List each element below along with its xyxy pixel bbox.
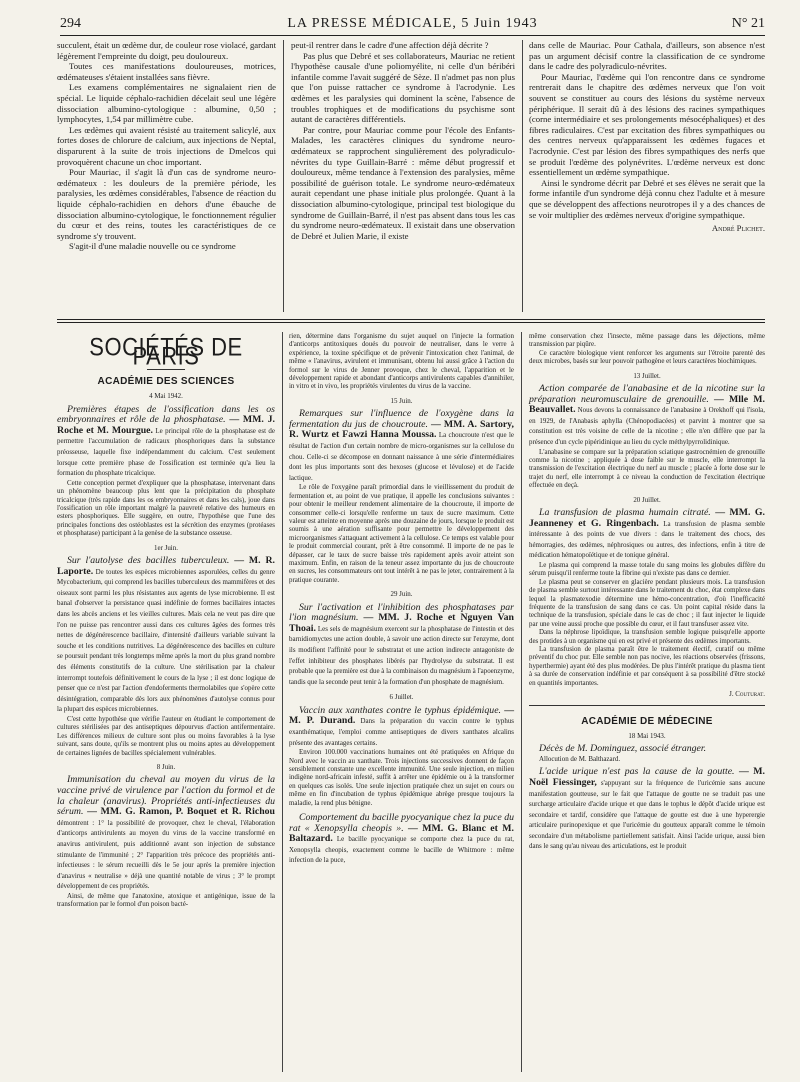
- article-heading: [289, 603, 514, 688]
- paragraph: dans celle de Mauriac. Pour Cathala, d'ailleurs, son absence n'est pas un argument décisif contre la classification de ce syndrome dans le cadre des polyradiculo-névrites.: [529, 40, 765, 72]
- article-text: Nous devons la connaissance de l'anabasine à Orekhoff qui l'isola, en 1929, de l'Anabasis aphylla (Chénopodiacées) et parvint à montrer que sa constitution est très voisine de celle de la nicotine ; elle n'en diffère que par la présence d'un cycle pipéridinique au lieu du cycle méthylpyrrolidinique.: [529, 406, 765, 446]
- divider: [529, 705, 765, 706]
- column-divider: [283, 40, 284, 312]
- article-authors: — MM. G. Ramon, P. Boquet et R. Richou: [83, 806, 275, 818]
- article-authors: — M. P. Durand.: [289, 704, 515, 727]
- top-column-1: [57, 40, 276, 252]
- bottom-column-2: [289, 332, 514, 866]
- paragraph: La transfusion de plasma paraît être le traitement électif, curatif ou même préventif du choc pur. Elle semble non pas nocive, les réactions observées (frissons, hyperthermie) ayant été des plus modérées. De plus l'intérêt pratique du plasma tient à sa durée de conservation indéfinie et par conséquent à sa possibilité d'être stocké en quantités importantes.: [529, 645, 765, 687]
- journal-title: LA PRESSE MÉDICALE, 5 Juin 1943: [287, 16, 538, 31]
- bottom-column-1: [57, 332, 275, 909]
- column-divider: [521, 332, 522, 1072]
- paragraph: peut-il rentrer dans le cadre d'une affection déjà décrite ?: [291, 40, 489, 50]
- paragraph: Environ 100.000 vaccinations humaines ont été pratiquées en Afrique du Nord avec le vaccin au xanthate. Trois injections successives donnent de façon sensiblement constante une excellente immunité. Une seule injection, en milieu indigène nord-africain infesté, suffit à arrêter une épidémie ou à la transformer en quelques cas isolés. Une seule injection pratiquée chez un sujet en cours ou même en fin d'incubation de typhus épidémique abrège presque toujours la maladie, la rend plus bénigne.: [289, 748, 514, 807]
- paragraph: succulent, était un œdème dur, de couleur rose violacé, gardant légèrement l'empreinte du doigt, peu douloureux.: [57, 40, 276, 61]
- session-date: 18 Mai 1943.: [628, 731, 666, 740]
- article-heading: [57, 556, 275, 715]
- paragraph: Toutes ces manifestations douloureuses, motrices, œdémateuses s'étaient installées sans fièvre.: [57, 61, 276, 82]
- article-text: Les sels de magnésium exercent sur la phosphatase de l'intestin et des barnidiomyctes une action double, à savoir une action directe sur l'enzyme, dont ils modifient l'affinité pour le substratat et une action indirecte antagoniste de l'effet inhibiteur des phosphates libérés par l'hydrolyse du substratat. Il est probable que la première est due à la combinaison du magnésium à l'apoenzyme, tandis que la seconde peut tenir à la formation d'un phosphate de magnésium.: [289, 624, 514, 686]
- paragraph: C'est cette hypothèse que vérifie l'auteur en étudiant le comportement de cultures stérilisées par des antiseptiques dépourvus d'action antifermentaire. Les différences milieux de culture sont plus ou moins favorables à la lyse suivant, sans doute, qu'ils se montrent plus ou moins aptes au développement de certaines lignées de bacilles spécialement vulnérables.: [57, 714, 275, 757]
- article-title: La transfusion de plasma humain citraté.: [539, 507, 711, 519]
- section-divider: [57, 319, 765, 323]
- article-heading: [289, 813, 514, 866]
- paragraph: Dans la néphrose lipoïdique, la transfusion semble logique puisqu'elle apporte des protides à un organisme qui en est privé et présente des œdèmes importants.: [529, 628, 765, 645]
- article-authors: — M. R. Laporte.: [57, 555, 275, 577]
- article-title: L'acide urique n'est pas la cause de la goutte.: [539, 766, 735, 778]
- paragraph: Le plasma peut se conserver en glacière pendant plusieurs mois. La transfusion de plasma semble surtout intéressante dans le traitement du choc, état complexe dans lequel la plasmatexodie détermine une hémo-concentration, d'où l'inefficacité fréquente de la transfusion de sang dans ce cas. Un point capital réside dans la technique de la transfusion, spéciale dans le cas de choc ; il faut injecter le liquide par une veine aussi proche que possible du cœur, et il faut transfuser assez vite.: [529, 577, 765, 628]
- session-date: 29 Juin.: [390, 590, 413, 599]
- article-title: Immunisation du cheval au moyen du virus de la vaccine privé de virulence par l'action du formol et de la chaleur (anavirus). Propriétés anti-infectieuses du sérum.: [57, 774, 275, 818]
- session-date: 13 Juillet.: [633, 371, 661, 380]
- paragraph: Le plasma qui comprend la masse totale du sang moins les globules diffère du sérum puisqu'il renferme toute la fibrine qui n'existe pas dans ce dernier.: [529, 561, 765, 578]
- paragraph: Ainsi le syndrome décrit par Debré et ses élèves ne serait que la forme infantile d'un syndrome déjà connu chez l'adulte et à mesure que se développent des affections neurotropes il y a des chances de se voir multiplier des œdèmes nerveux d'origine sympathique.: [529, 177, 765, 220]
- paragraph: L'anabasine se compare sur la préparation sciatique gastrocnémien de grenouille comme la nicotine ; appliquée à dose faible sur le muscle, elle interrompt la transmission de l'excitation électrique du nerf au muscle ; placée à forte dose sur le trajet du nerf, elle interrompt à ce niveau la conduction de l'excitation électrique effectuée en deçà.: [529, 447, 765, 490]
- session-date: 1er Juin.: [154, 543, 178, 552]
- paragraph: Le rôle de l'oxygène paraît primordial dans le vieillissement du produit de fermentation et, au point de vue pratique, il appelle les conclusions suivantes : pour obtenir le meilleur rendement alimentaire de la choucroute, il importe de consommer celle-ci lorsqu'elle renferme un taux de sucre maximum. Cette valeur est atteinte en moyenne après une douzaine de jours, lorsque le produit est soumis à une aération suffisante pour permettre le développement des microorganismes s'attaquant activement à la cellulose. Ce temps est valable pour le produit commercial courant, prêt à être consommé. Il importe de ne pas le dépasser, car le taux de sucre baisse très rapidement après avoir atteint son maximum. Enfin, en raison de la teneur assez importante du jus de choucroute en sucres, les consommateurs ont tout intérêt à ne pas le jeter, contrairement à la pratique courante.: [289, 483, 515, 584]
- article-authors: — MM. J. Roche et M. Mourgue.: [57, 414, 275, 436]
- paragraph: Les œdèmes qui avaient résisté au traitement salicylé, aux fortes doses de chlorure de calcium, aux injections de Neptal, disparurent à la suite de trois injections de Dmelcos qui provoquèrent chacune un choc important.: [57, 124, 276, 167]
- paragraph: Ainsi, de même que l'anatoxine, atoxique et antigénique, issue de la transformation par le formol d'un poison bacté-: [57, 891, 275, 909]
- article-text: Dans la préparation du vaccin contre le typhus exanthématique, l'emploi comme antiseptiques de divers xanthates alcalins présente des avantages certains.: [289, 717, 514, 747]
- article-text: De toutes les espèces microbiennes asporulées, celles du genre Mycobacterium, qui comprend les bacilles tuberculeux des mammifères et des oiseaux sont parmi les plus résistantes aux agents de lyse microbienne. Il est banal d'observer la persistance quasi indéfinie de formes bacillaires intactes dans les abcès anciens et les vieilles cultures. Mais cela ne veut pas dire que l'on ne puisse pas rencontrer aussi dans ces cultures âgées des formes très nettes de dégénérescence bacillaire, d'intensité d'ailleurs variable suivant la souche et les conditions nutritives. La dégénérescence des bacilles en culture se poursuit pendant très longtemps même après la mort du plus grand nombre des éléments constitutifs de la culture. Une stérilisation par la chaleur interrompt toutefois définitivement le cours de la lyse ; il est donc logique de penser que ce n'est par l'action d'endoferments thermolabiles que s'opère cette désintégration, comparable dès lors aux phénomènes d'autolyse connus pour la plupart des espèces microbiennes.: [57, 567, 275, 714]
- top-column-3: [529, 40, 765, 234]
- column-divider: [522, 40, 523, 312]
- article-heading: [529, 508, 765, 561]
- academy-heading: ACADÉMIE DES SCIENCES: [97, 375, 235, 387]
- article-authors: — MM. G. Jeanneney et G. Ringenbach.: [529, 507, 765, 529]
- article-title: Premières étapes de l'ossification dans les os embryonnaires et rôle de la phosphatase.: [57, 403, 275, 426]
- paragraph: Cette conception permet d'expliquer que la phosphatase, intervenant dans un phénomène beaucoup plus lent que la précipitation du phosphate tricalcique (très rapide dans les os embryonnaires et dans les cals), joue dans l'ossification un rôle important malgré la pauvreté relative des humeurs en esters phosphoriques. Elle suggère, en outre, l'hypothèse que l'une des principales fonctions des ostéoblastes est la sécrétion des enzymes (protéases et phosphatase) participant à la genèse de la substance osseuse.: [57, 478, 275, 538]
- paragraph: rien, détermine dans l'organisme du sujet auquel on l'injecte la formation d'anticorps antitoxiques doués du pouvoir de neutraliser, dans le verre à expérience, la toxine spécifique et de prévenir l'intoxication chez l'animal, de même « l'anavirus, avirulent et immunisant, obtenu lui aussi grâce à l'action du formol sur le virus de Jenner provoque, chez le cheval, l'apparition et le développement rapide et abondant d'anticorps antivirulents capables d'annihiler, in vitro et in vivo, les propriétés virulentes du virus de la vaccine.: [289, 332, 514, 391]
- paragraph: Pour Mauriac, l'œdème qui l'on rencontre dans ce syndrome rentrerait dans le chapitre des œdèmes nerveux que l'on voit souvent se constituer au cours des lésions du système nerveux périphérique. Il serait dû à des lésions des racines sympathiques (corne intermédiaire et ses prolongements mésocéphaliques) et des fibres radiculaires. C'est par excitation des fibres sympathiques ou des centres nerveux qu'apparaissent les œdèmes fugaces et l'acrodynie. C'est par lésion des fibres sympathiques des nerfs que se produit l'œdème des polynévrites. L'œdème nerveux est donc essentiellement un œdème sympathique.: [529, 71, 765, 178]
- article-heading: [57, 405, 275, 479]
- paragraph: Par contre, pour Mauriac comme pour l'école des Enfants-Malades, les caractères cliniques du syndrome neuro-œdémateux se rapprochent singulièrement des polyradiculo-névrites du type Guillain-Barré : même début progressif et douloureux, même tendance à l'extension des paralysies, même possibilité de guérison totale. Le syndrome neuro-œdémateux aurait cependant une phase initiale plus prolongée. Quant à la dissociation albumino-cytologique, principal test biologique du syndrome de Guillain-Barré, il n'est pas absent dans tous les cas du syndrome neuro-œdémateux. Il existait dans une observation de Debré et Julien Marie, il existe: [291, 124, 515, 241]
- author-signature: J. Couturat.: [729, 690, 765, 699]
- article-authors: — M. Noël Fiessinger,: [529, 766, 765, 788]
- author-signature: André Plichet.: [711, 223, 765, 234]
- article-heading: [529, 384, 765, 448]
- bottom-column-3: [529, 332, 765, 852]
- article-authors: — MM. J. Roche et Nguyen Van Thoai.: [289, 612, 514, 634]
- article-heading: [57, 775, 275, 892]
- article-title: Action comparée de l'anabasine et de la nicotine sur la préparation neuromusculaire de grenouille.: [529, 383, 765, 405]
- article-title: Vaccin aux xanthates contre le typhus épidémique.: [299, 704, 501, 716]
- article-heading: [289, 706, 514, 748]
- article-title: Sur l'activation et l'inhibition des phosphatases par l'ion magnésium.: [289, 601, 514, 624]
- session-date: 4 Mai 1942.: [149, 392, 183, 401]
- session-date: 8 Juin.: [156, 762, 176, 771]
- article-heading: [289, 409, 514, 483]
- issue-number: N° 21: [731, 16, 765, 31]
- article-text: La choucroute n'est que le résultat de l'action d'un certain nombre de micro-organismes sur la cellulose du chou. Celle-ci se décompose en donnant naissance à une série d'intermédiaires dont les plus importants sont des hexoses (glucose et lévulose) et de l'acide lactique.: [289, 431, 514, 482]
- session-date: 15 Juin.: [390, 396, 413, 405]
- article-authors: — Mlle M. Beauvallet.: [529, 393, 765, 416]
- article-title: Décès de M. Dominguez, associé étranger.: [539, 743, 707, 755]
- paragraph: même conservation chez l'insecte, même passage dans les déjections, même transmission par piqûre.: [529, 332, 765, 349]
- paragraph: Allocution de M. Balthazard.: [539, 754, 621, 763]
- section-title: SOCIÉTÉS DE PARIS: [89, 332, 243, 371]
- page-number: 294: [60, 16, 81, 31]
- session-date: 20 Juillet.: [633, 495, 661, 504]
- paragraph: Les examens complémentaires ne signalaient rien de spécial. Le liquide céphalo-rachidien décelait seul une légère dissociation albumino-cytologique : albumine, 0,50 ; lymphocytes, 1,54 par millimètre cube.: [57, 82, 276, 125]
- column-divider: [282, 332, 283, 1072]
- paragraph: Pas plus que Debré et ses collaborateurs, Mauriac ne retient l'hypothèse causale d'une poliomyélite, ni celle d'un béribéri infantile comme l'avait suggéré de Sèze. Il n'admet pas non plus que l'on puisse rattacher ce syndrome à l'acrodynie. Les œdèmes et les paralysies qui dominent la scène, l'absence de troubles trophiques et de modifications du psychisme sont autant de caractères différentiels.: [291, 50, 515, 125]
- article-heading: [529, 767, 765, 852]
- top-column-2: [291, 40, 515, 241]
- paragraph: Ce caractère biologique vient renforcer les arguments sur l'étroite parenté des deux microbes, basés sur leur pouvoir pathogène et leurs caractères biochimiques.: [529, 348, 765, 366]
- session-date: 6 Juillet.: [389, 693, 414, 702]
- article-authors: — MM. A. Sartory, R. Wurtz et Fawzi Hanna Moussa.: [289, 418, 514, 441]
- article-text: s'appuyant sur la fréquence de l'uricémie sans aucune manifestation goutteuse, sur le fait que l'attaque de goutte ne se traduit pas une surcharge articulaire d'acide urique et que dans le tophus le dépôt d'acide urique est secondaire et tardif, considère que l'attaque de goutte est due à une hyperergie articulaire purinopexique et que l'uricémie du goutteux apparaît comme le témoin secondaire d'un métabolisme partiellement satisfait. Ainsi l'acide urique, aussi bien dans le sang qu'au niveau des articulations, est le produit: [529, 778, 765, 851]
- article-text: Le bacille pyocyanique se comporte chez la puce du rat, Xenopsylla cheopis, exactement comme le bacille de Whitmore : même infection de la puce,: [289, 835, 514, 865]
- article-title: Comportement du bacille pyocyanique chez la puce du rat « Xenopsylla cheopis ».: [289, 812, 514, 834]
- article-text: Le principal rôle de la phosphatase est de permettre l'accumulation de radicaux phosphoriques dans la substance préosseuse, laquelle fixe indépendamment du calcium. C'est seulement lorsque cette première phase de l'ossification est terminée qu'a lieu la formation du phosphate tricalcique.: [57, 426, 275, 478]
- article-authors: — MM. G. Blanc et M. Baltazard.: [289, 822, 514, 845]
- paragraph: Pour Mauriac, il s'agit là d'un cas de syndrome neuro-œdémateux : les douleurs de la première période, les paralysies, les œdèmes considérables, l'absence de réaction du liquide céphalo-rachidien en dehors d'une ébauche de dissociation albumino-cytologique, le fonctionnement régulier du cœur et des reins, toutes les caractéristiques de ce syndrome s'y trouvent.: [57, 167, 276, 241]
- article-text: La transfusion de plasma semble intéressante à des points de vue divers : dans le traitement des chocs, des hémorragies, des œdèmes, néphrosiques ou autres, des infections, enfin à titre de médication hématopoïétique et de tonique général.: [529, 519, 765, 560]
- article-title: Sur l'autolyse des bacilles tuberculeux.: [67, 555, 230, 567]
- article-title: Remarques sur l'influence de l'oxygène dans la fermentation du jus de choucroute.: [289, 408, 514, 430]
- running-header: [60, 14, 765, 36]
- academy-heading: ACADÉMIE DE MÉDECINE: [581, 715, 713, 727]
- article-text: démontrent : 1° la possibilité de provoquer, chez le cheval, l'élaboration d'anticorps antivirulents au moyen du virus de la vaccine transformé en anavirus antivirulent, puis additionné avant son injection de substance stimulante de l'immunité ; 2° l'apparition très précoce des propriétés anti-infectieuses : le sérum recueilli dès le 5e jour après la première injection d'anavirus « neutralise » déjà une quantité notable de virus ; 3° le prompt développement de ces propriétés.: [57, 818, 275, 891]
- paragraph: S'agit-il d'une maladie nouvelle ou ce syndrome: [69, 241, 236, 252]
